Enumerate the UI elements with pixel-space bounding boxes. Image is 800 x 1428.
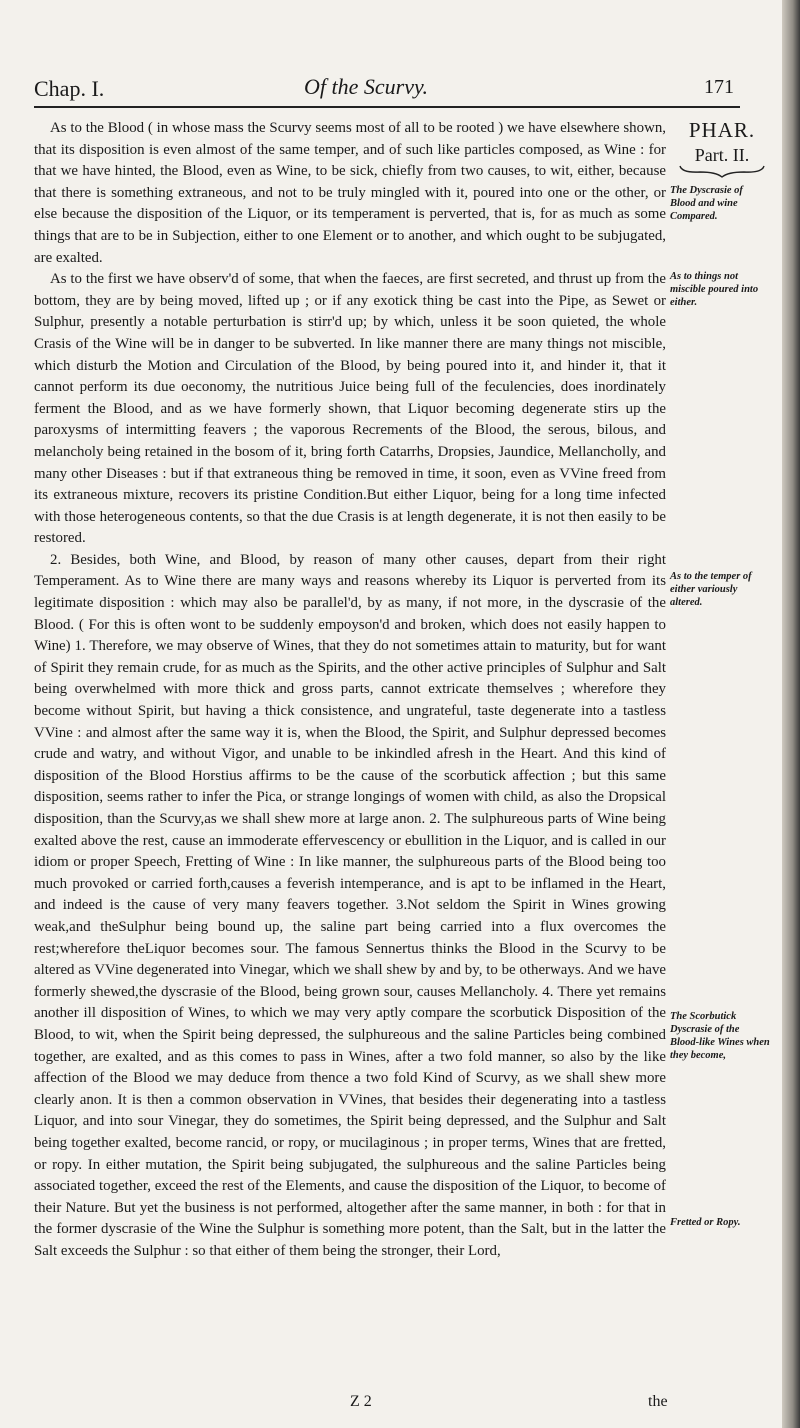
paragraph-3: 2. Besides, both Wine, and Blood, by reason of many other causes, depart from their right Temperament. As to Wine there are many ways and reasons whereby its Liquor is perverted from its legitimate disposition : which may also be parallel'd, by as many, if not more, in the dyscrasie of the Blood. ( For this is often wont to be suddenly empoyson'd and broken, which does not easily happen to Wine) 1. Therefore, we may observe of Wines, that they do not sometimes attain to maturity, but for want of Spirit they remain crude, for as much as the Spirits, and the other active principles of Sulphur and Salt being overwhelmed with more thick and gross parts, cannot extricate themselves ; wherefore they become without Spirit, but having a thick consistence, and ungrateful, taste degenerate into a tastless VVine : and almost after the same way it is, when the Blood, the Spirit, and Sulphur depressed becomes crude and watry, and without Vigor, and unable to be inkindled afresh in the Heart. And this kind of disposition of the Blood Horstius affirms to be the cause of the scorbutick affection ; but this same disposition, seems rather to infer the Pica, or strange longings of women with child, as also the Dropsical disposition, than the Scurvy,as we shall shew more at large anon. 2. The sulphureous parts of Wine being exalted above the rest, cause an immoderate effervescency or ebullition in the Liquor, and is called in our idiom or proper Speech, Fretting of Wine : In like manner, the sulphureous parts of the Blood being too much provoked or carried forth,causes a feverish intemperance, and is apt to be inflamed in the Heart, and indeed is the cause of very many feavers together. 3.Not seldom the Spirit in Wines growing weak,and theSulphur being bound up, the saline part being carried into a flux overcomes the rest;wherefore theLiquor becomes sour. The famous Sennertus thinks the Blood in the Scurvy to be altered as VVine degenerated into Vinegar, which we shall shew by and by, to be otherways. And we have formerly shewed,the dyscrasie of the Blood, being grown sour, causes Mellancholy. 4. There yet remains another ill disposition of Wines, to which we may very aptly compare the scorbutick Disposition of the Blood, to wit, when the Spirit being depressed, the sulphureous and the saline Particles being combined together, are exalted, and as this comes to pass in Wines, after a two fold manner, so also by the like affection of the Blood we may deduce from thence a two fold Kind of Scurvy, as we shall shew more clearly anon. It is then a common observation in VVines, that besides their degenerating into a tastless Liquor, and into sour Vinegar, they do sometimes, the Spirit being depressed, and the Sulphur and Salt being together exalted, become rancid, or ropy, or mucilaginous ; in proper terms, Wines that are fretted, or ropy. In either mutation, the Spirit being subjugated, the sulphureous and the saline Particles being associated together, exceed the rest of the Elements, and cause the disposition of the Liquor, to become of their Nature. But yet the business is not performed, altogether after the same manner, in both : for that in the former dyscrasie of the Wine the Sulphur is something more potent, than the Salt, but in the latter the Salt exceeds the Sulphur : so that either of them being the stronger, their Lord, (34, 551, 666, 1259)
brace-ornament-icon (676, 164, 768, 178)
section-marker (676, 118, 768, 178)
paragraph-2: As to the first we have observ'd of some, that when the faeces, are first secreted, and thrust up from the bottom, they are by being moved, lifted up ; or if any exotick thing be cast into the Pipe, as Sewet or Sulphur, presently a notable perturbation is stirr'd up; by which, unless it be soon quieted, the whole Crasis of the Wine will be in danger to be subverted. In like manner there are many things not miscible, which disturb the Motion and Circulation of the Blood, by being poured into it, and hinder it, that it cannot perform its due oeconomy, the nutritious Juice being full of the feculencies, does inordinately ferment the Blood, and as we have formerly shown, that Liquor becoming degenerate stirs up the paroxysms of intermitting feavers ; the vaporous Recrements of the Blood, the serous, bilous, and melancholy being retained in the bosom of it, bring forth Catarrhs, Dropsies, Jaundice, Mellancholly, and many other Diseases : but if that extraneous thing be removed in time, it soon, even as VVine freed from its extraneous mixture, recovers its pristine Condition.But either Liquor, being for a long time infected with those heterogeneous contents, so that the due Crasis is at length degenerate, it is not then easily to be restored. (34, 271, 666, 547)
header-rule (34, 106, 740, 108)
page-header (34, 68, 734, 108)
part-label: Part. II. (694, 145, 750, 165)
margin-note-temper-altered: As to the temper of either variously altered. (670, 571, 752, 608)
chapter-label: Chap. I. (34, 76, 105, 101)
signature-mark: Z 2 (350, 1393, 372, 1410)
running-title: Of the Scurvy. (304, 74, 429, 99)
catchword: the (648, 1393, 668, 1410)
margin-note-scorbutick-dyscrasie: The Scorbutick Dyscrasie of the Blood-like Wines when they become, (670, 1011, 770, 1061)
page-edge (782, 0, 800, 1428)
body-text (34, 118, 666, 1262)
margin-note-fretted-ropy: Fretted or Ropy. (670, 1217, 741, 1228)
phar-label: PHAR. (688, 118, 756, 142)
margin-note-dyscrasie: The Dyscrasie of Blood and wine Compared. (670, 185, 743, 222)
paragraph-1: As to the Blood ( in whose mass the Scurvy seems most of all to be rooted ) we have elsewhere shown, that its disposition is even almost of the same temper, and of such like particles composed, as Wine : for that we have hinted, the Blood, even as Wine, to be sick, chiefly from two causes, to wit, either, because that there is something extraneous, and not to be truly mingled with it, poured into one or the other, or else because the disposition of the Liquor, or its temperament is perverted, that is, for as much as some things that are to be in Subjection, either to one Element or to another, and which ought to be subjugated, are exalted. (34, 120, 666, 266)
margin-note-not-miscible: As to things not miscible poured into either. (670, 271, 759, 308)
page-number: 171 (704, 76, 734, 98)
